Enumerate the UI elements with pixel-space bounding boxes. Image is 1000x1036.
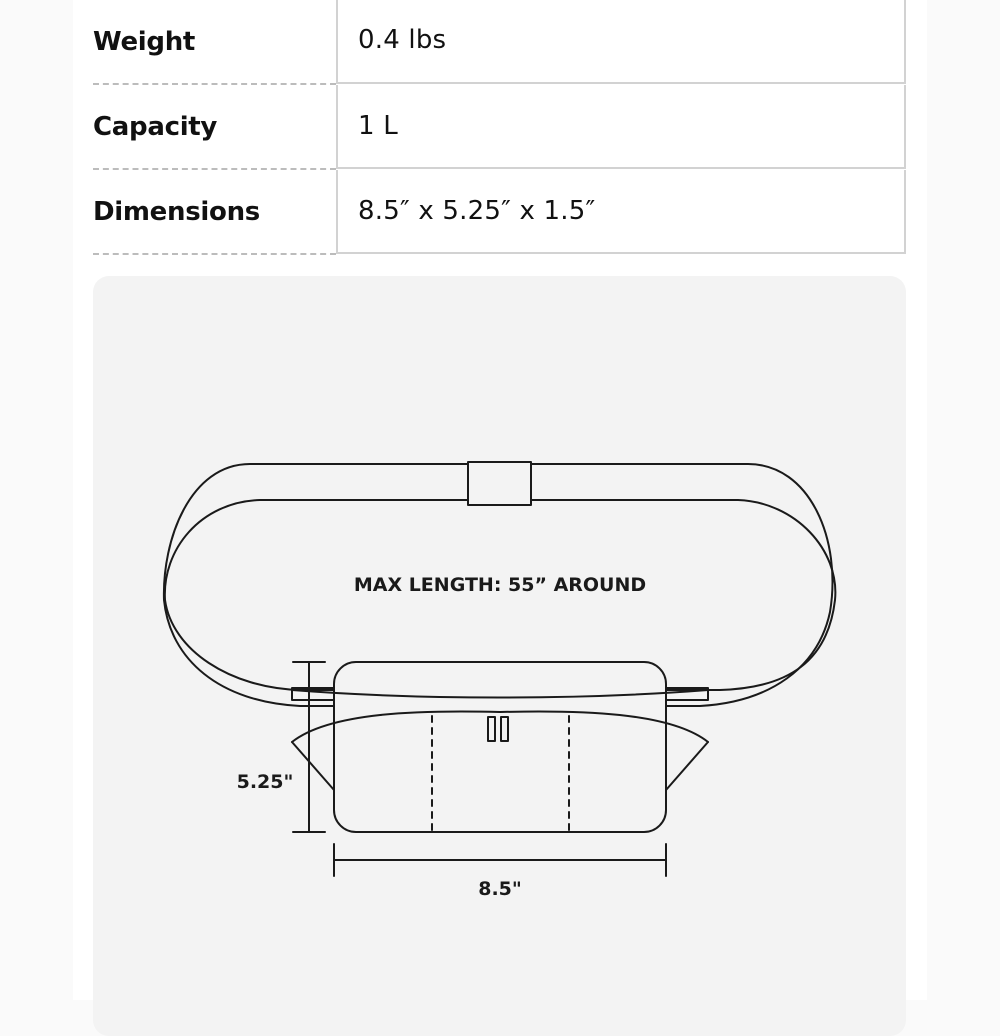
spec-row-weight xyxy=(93,0,906,85)
bag-left-side xyxy=(292,742,334,790)
size-diagram-card xyxy=(93,276,906,1036)
spec-value: 0.4 lbs xyxy=(336,0,906,84)
width-label: 8.5" xyxy=(478,878,522,900)
spec-label: Weight xyxy=(93,0,336,84)
height-label: 5.25" xyxy=(236,771,294,793)
spec-row-dimensions xyxy=(93,170,906,255)
spec-label: Capacity xyxy=(93,85,336,169)
strap-buckle xyxy=(468,462,531,505)
specs-table xyxy=(93,0,906,255)
bag-right-side xyxy=(666,742,708,790)
spec-value: 8.5″ x 5.25″ x 1.5″ xyxy=(336,170,906,254)
belt-bag-diagram xyxy=(93,276,906,1000)
strap-max-length-label: MAX LENGTH: 55” AROUND xyxy=(353,574,647,596)
spec-value: 1 L xyxy=(336,85,906,169)
spec-label: Dimensions xyxy=(93,170,336,254)
bag-body xyxy=(334,662,666,832)
spec-row-capacity xyxy=(93,85,906,170)
